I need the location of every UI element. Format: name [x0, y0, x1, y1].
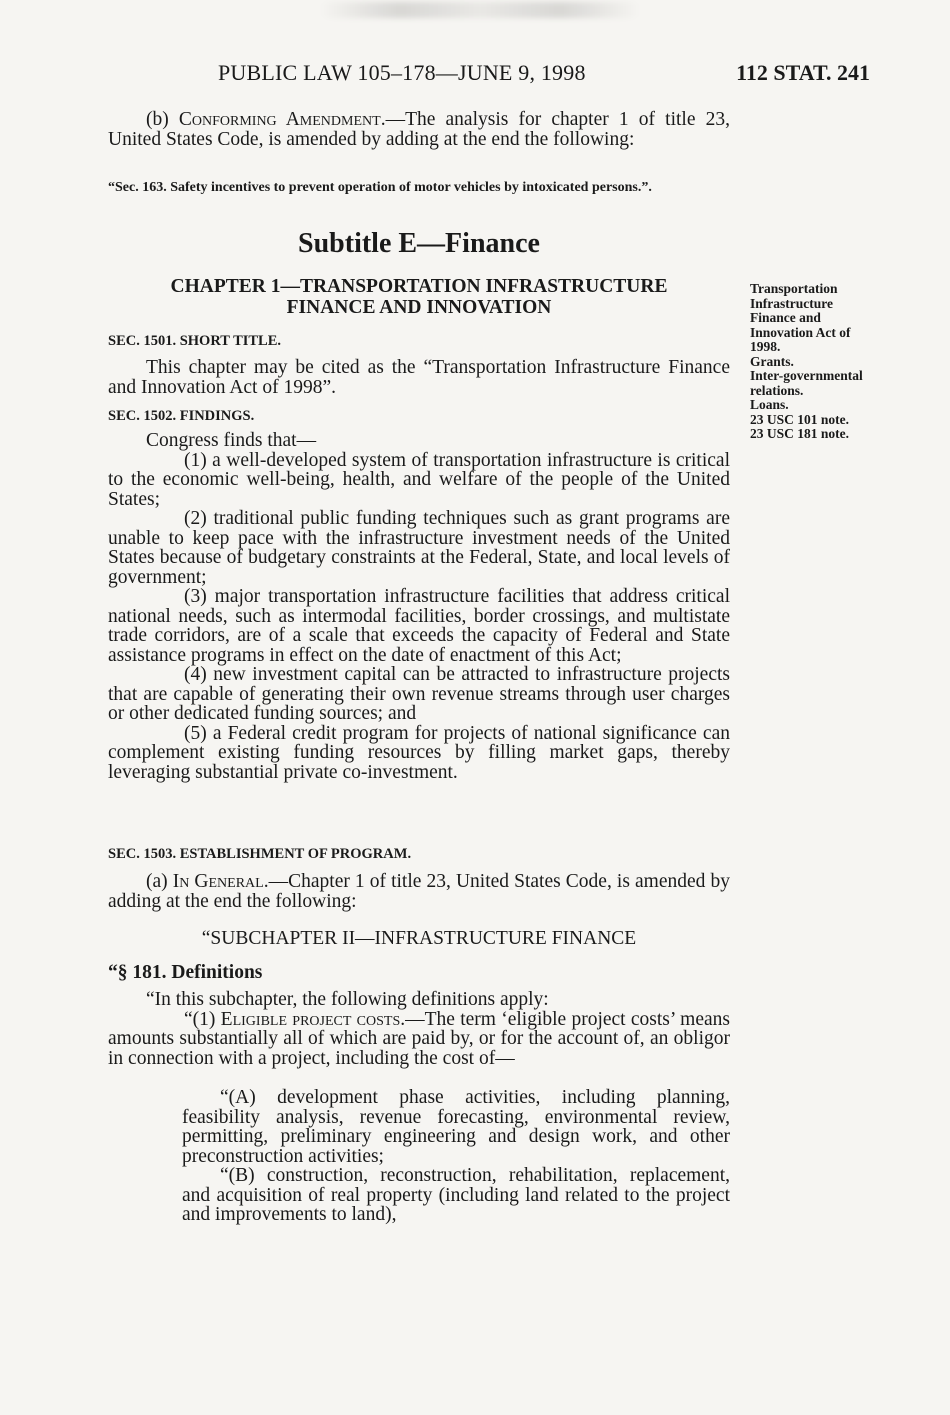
sec-163-entry: “Sec. 163. Safety incentives to prevent operation of motor vehicles by intoxicated persons.”. [108, 180, 652, 195]
margin-note-usc-181: 23 USC 181 note. [750, 426, 850, 441]
finding-1: (1) a well-developed system of transportation infrastructure is critical to the economic well-being, health, and welfare of the people of the United States; [108, 449, 730, 510]
sec-1502-heading: SEC. 1502. FINDINGS. [108, 408, 255, 424]
definition-1-text: —The term ‘eligible project costs’ means amounts substantially all of which are paid by, or for the account of, an obligor in connection with a project, including the cost of— [108, 1008, 730, 1069]
chapter-heading-line1: CHAPTER 1—TRANSPORTATION INFRASTRUCTURE [170, 276, 668, 297]
chapter-heading [108, 276, 730, 318]
sec-1503-text: —Chapter 1 of title 23, United States Code, is amended by adding at the end the following: [108, 871, 730, 912]
finding-4: (4) new investment capital can be attracted to infrastructure projects that are capable of generating their own revenue streams through user charges or other dedicated funding sources; and [108, 664, 730, 724]
findings-intro: Congress finds that— [146, 430, 317, 451]
sec-1501-heading: SEC. 1501. SHORT TITLE. [108, 333, 282, 349]
conforming-text: —The analysis for chapter 1 of title 23, United States Code, is amended by adding at the end the following: [108, 109, 730, 150]
running-header-page: 112 STAT. 241 [736, 60, 870, 85]
sec-1502-body [108, 431, 730, 782]
section-181-heading: “§ 181. Definitions [108, 962, 263, 983]
finding-2: (2) traditional public funding techniques such as grant programs are unable to keep pace with the infrastructure investment needs of the United States because of budgetary constraints at the Federal, State, and local levels of government; [108, 508, 730, 588]
sec-1501-text: This chapter may be cited as the “Transportation Infrastructure Finance and Innovation Act of 1998”. [108, 357, 730, 398]
section-181-body [108, 990, 730, 1068]
margin-note-intergovernmental: Inter-governmental relations. [750, 368, 863, 398]
definition-1-B: “(B) construction, reconstruction, rehabilitation, replacement, and acquisition of real property (including land related to the project and improvements to land), [182, 1165, 730, 1225]
sec-1503-paragraph [108, 872, 730, 911]
definition-items [182, 1088, 730, 1225]
chapter-heading-line2: FINANCE AND INNOVATION [286, 297, 552, 318]
finding-5: (5) a Federal credit program for projects of national significance can complement existing funding resources by filling market gaps, thereby leveraging substantial private co-investment. [108, 722, 730, 783]
definition-1 [108, 1010, 730, 1069]
definitions-intro: “In this subchapter, the following definitions apply: [146, 989, 549, 1010]
definition-1-A: “(A) development phase activities, including planning, feasibility analysis, revenue forecasting, environmental review, permitting, preliminary engineering and design work, and other preconstruction activities; [182, 1087, 730, 1167]
margin-note-loans: Loans. [750, 397, 789, 412]
margin-note-usc-101: 23 USC 101 note. [750, 411, 850, 427]
definition-1-label: “(1) [184, 1008, 221, 1030]
conforming-label: (b) [146, 109, 179, 130]
sec-1503-title: In General. [172, 871, 269, 892]
margin-note-act-title: Transportation Infrastructure Finance and Innovation Act of 1998. [750, 281, 851, 354]
finding-3: (3) major transportation infrastructure facilities that address critical national needs, such as intermodal facilities, border crossings, and multistate trade corridors, are of a scale that exceeds the capacity of Federal and State assistance programs in effect on the date of enactment of this Act; [108, 586, 730, 666]
margin-notes [750, 282, 880, 442]
subtitle-heading: Subtitle E—Finance [298, 228, 540, 259]
running-header-title: PUBLIC LAW 105–178—JUNE 9, 1998 [218, 60, 586, 85]
subchapter-heading: “SUBCHAPTER II—INFRASTRUCTURE FINANCE [201, 928, 637, 949]
conforming-title: Conforming Amendment. [178, 109, 386, 130]
definition-1-title: Eligible project costs. [220, 1008, 406, 1030]
margin-note-grants: Grants. [750, 353, 794, 369]
sec-1503-label: (a) [146, 871, 173, 892]
conforming-amendment-paragraph [108, 110, 730, 149]
sec-1503-heading: SEC. 1503. ESTABLISHMENT OF PROGRAM. [108, 846, 412, 862]
scan-smudge [320, 2, 640, 18]
